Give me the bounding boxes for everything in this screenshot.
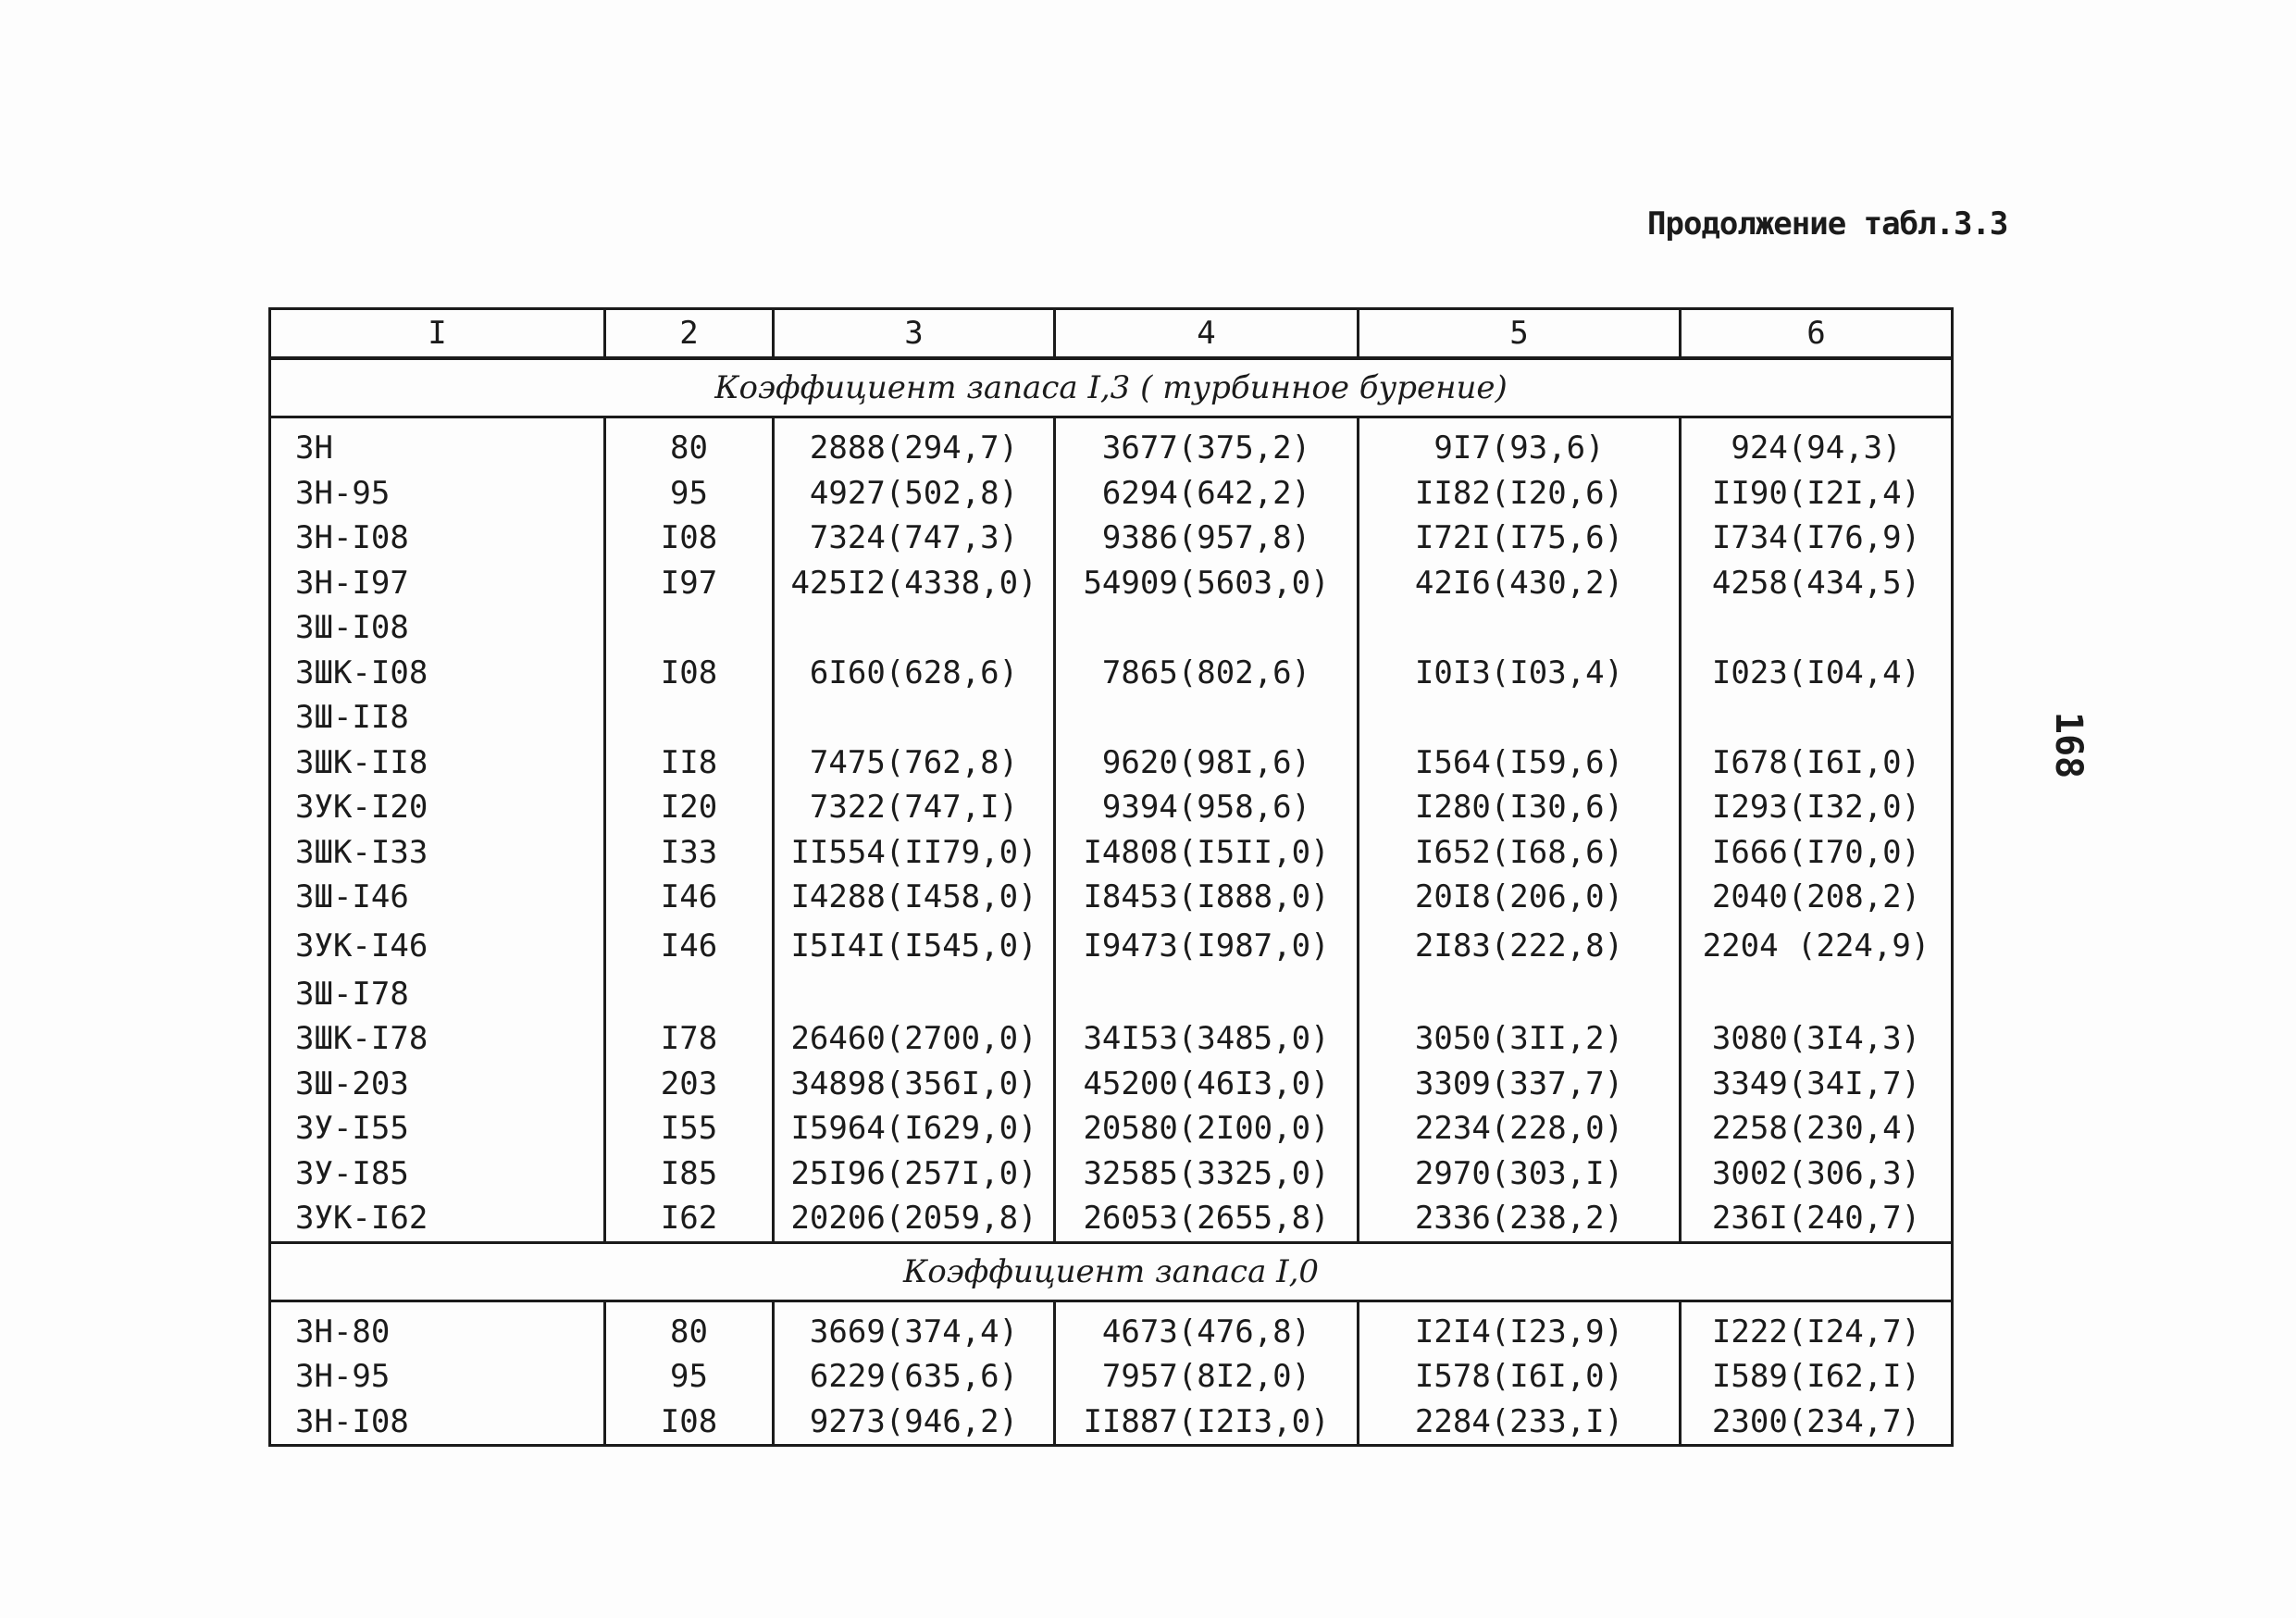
- row-label-cell: 3Ш-I78: [270, 972, 605, 1017]
- table-continuation-label: Продолжение табл.3.3: [1647, 205, 2008, 243]
- table-row: [270, 1151, 1953, 1197]
- table-cell: I023(I04,4): [1681, 651, 1953, 696]
- section-header-row: [270, 358, 1953, 417]
- table-cell: I280(I30,6): [1359, 785, 1681, 830]
- table-cell: I0I3(I03,4): [1359, 651, 1681, 696]
- table-cell: 3080(3I4,3): [1681, 1016, 1953, 1062]
- table-row: [270, 1301, 1953, 1354]
- table-cell: 2040(208,2): [1681, 875, 1953, 920]
- table-cell: I20: [605, 785, 774, 830]
- table-row: [270, 741, 1953, 786]
- table-cell: I293(I32,0): [1681, 785, 1953, 830]
- table-cell: 25I96(257I,0): [774, 1151, 1055, 1197]
- row-label-cell: 3Н-95: [270, 1354, 605, 1400]
- row-label-cell: 3ШК-I33: [270, 830, 605, 876]
- table-cell: 20206(2059,8): [774, 1196, 1055, 1242]
- column-header: I: [270, 309, 605, 359]
- table-cell: I46: [605, 875, 774, 920]
- table-cell: 7324(747,3): [774, 516, 1055, 561]
- table-row: [270, 1062, 1953, 1107]
- row-label-cell: 3Н-80: [270, 1301, 605, 1354]
- table-cell: 42I6(430,2): [1359, 561, 1681, 606]
- table-cell: I72I(I75,6): [1359, 516, 1681, 561]
- table-cell: [1681, 695, 1953, 741]
- column-header: 2: [605, 309, 774, 359]
- table-cell: 6229(635,6): [774, 1354, 1055, 1400]
- table-cell: [1055, 695, 1359, 741]
- table-body: [270, 358, 1953, 1446]
- data-table: [268, 307, 1954, 1447]
- table-cell: 9386(957,8): [1055, 516, 1359, 561]
- table-cell: 9I7(93,6): [1359, 417, 1681, 471]
- table-cell: 2336(238,2): [1359, 1196, 1681, 1242]
- table-cell: 4927(502,8): [774, 471, 1055, 517]
- table-cell: [1681, 972, 1953, 1017]
- table-cell: 2234(228,0): [1359, 1106, 1681, 1151]
- table-cell: 924(94,3): [1681, 417, 1953, 471]
- column-header: 3: [774, 309, 1055, 359]
- table-cell: 26460(2700,0): [774, 1016, 1055, 1062]
- row-label-cell: 3Ш-203: [270, 1062, 605, 1107]
- row-label-cell: 3УК-I46: [270, 920, 605, 972]
- table-cell: 7322(747,I): [774, 785, 1055, 830]
- table-cell: 7475(762,8): [774, 741, 1055, 786]
- table-cell: 9394(958,6): [1055, 785, 1359, 830]
- table-cell: I2I4(I23,9): [1359, 1301, 1681, 1354]
- table-cell: 3309(337,7): [1359, 1062, 1681, 1107]
- table-cell: [1359, 695, 1681, 741]
- row-label-cell: 3УК-I20: [270, 785, 605, 830]
- table-cell: I652(I68,6): [1359, 830, 1681, 876]
- table-cell: 34I53(3485,0): [1055, 1016, 1359, 1062]
- column-header: 4: [1055, 309, 1359, 359]
- column-header: 6: [1681, 309, 1953, 359]
- row-label-cell: 3Н-95: [270, 471, 605, 517]
- table-cell: I589(I62,I): [1681, 1354, 1953, 1400]
- table-row: [270, 561, 1953, 606]
- table-cell: II82(I20,6): [1359, 471, 1681, 517]
- page-number: 168: [2047, 711, 2090, 779]
- table-cell: 425I2(4338,0): [774, 561, 1055, 606]
- table-cell: I33: [605, 830, 774, 876]
- table-cell: 54909(5603,0): [1055, 561, 1359, 606]
- section-title: Коэффициент запаса I,0: [270, 1242, 1953, 1301]
- table-row: [270, 920, 1953, 972]
- table-cell: [1359, 605, 1681, 651]
- table-cell: 203: [605, 1062, 774, 1107]
- table-cell: [774, 605, 1055, 651]
- row-label-cell: 3Н: [270, 417, 605, 471]
- table-cell: 2I83(222,8): [1359, 920, 1681, 972]
- table-cell: II90(I2I,4): [1681, 471, 1953, 517]
- table-cell: I4288(I458,0): [774, 875, 1055, 920]
- table-row: [270, 516, 1953, 561]
- table-cell: 95: [605, 471, 774, 517]
- table-cell: I62: [605, 1196, 774, 1242]
- table-cell: I5I4I(I545,0): [774, 920, 1055, 972]
- section-title: Коэффициент запаса I,3 ( турбинное бурение): [270, 358, 1953, 417]
- table-cell: [1055, 605, 1359, 651]
- table-cell: I678(I6I,0): [1681, 741, 1953, 786]
- row-label-cell: 3ШК-I08: [270, 651, 605, 696]
- table-row: [270, 417, 1953, 471]
- table-row: [270, 1106, 1953, 1151]
- table-cell: 4258(434,5): [1681, 561, 1953, 606]
- table-cell: 45200(46I3,0): [1055, 1062, 1359, 1107]
- row-label-cell: 3У-I55: [270, 1106, 605, 1151]
- table-cell: 34898(356I,0): [774, 1062, 1055, 1107]
- table-row: [270, 471, 1953, 517]
- table-cell: 6294(642,2): [1055, 471, 1359, 517]
- table-cell: I8453(I888,0): [1055, 875, 1359, 920]
- table-row: [270, 1400, 1953, 1446]
- row-label-cell: 3ШК-II8: [270, 741, 605, 786]
- table-cell: I4808(I5II,0): [1055, 830, 1359, 876]
- row-label-cell: 3Н-I97: [270, 561, 605, 606]
- table-cell: 3002(306,3): [1681, 1151, 1953, 1197]
- table-cell: [1681, 605, 1953, 651]
- table-row: [270, 875, 1953, 920]
- table-cell: I578(I6I,0): [1359, 1354, 1681, 1400]
- table-cell: 26053(2655,8): [1055, 1196, 1359, 1242]
- row-label-cell: 3ШК-I78: [270, 1016, 605, 1062]
- table-cell: 80: [605, 1301, 774, 1354]
- table-row: [270, 651, 1953, 696]
- table-cell: I5964(I629,0): [774, 1106, 1055, 1151]
- table-cell: 80: [605, 417, 774, 471]
- table-cell: 4673(476,8): [1055, 1301, 1359, 1354]
- row-label-cell: 3У-I85: [270, 1151, 605, 1197]
- table-cell: [1055, 972, 1359, 1017]
- table-cell: I08: [605, 1400, 774, 1446]
- table-cell: II887(I2I3,0): [1055, 1400, 1359, 1446]
- table-cell: II8: [605, 741, 774, 786]
- table-cell: II554(II79,0): [774, 830, 1055, 876]
- table-cell: [1359, 972, 1681, 1017]
- table-cell: 9620(98I,6): [1055, 741, 1359, 786]
- row-label-cell: 3Н-I08: [270, 516, 605, 561]
- row-label-cell: 3Ш-I46: [270, 875, 605, 920]
- row-label-cell: 3УК-I62: [270, 1196, 605, 1242]
- table-cell: 3050(3II,2): [1359, 1016, 1681, 1062]
- table-cell: [605, 695, 774, 741]
- table-row: [270, 830, 1953, 876]
- table-cell: 3669(374,4): [774, 1301, 1055, 1354]
- table-cell: [605, 972, 774, 1017]
- table-cell: 3349(34I,7): [1681, 1062, 1953, 1107]
- table-cell: I564(I59,6): [1359, 741, 1681, 786]
- table-cell: [774, 972, 1055, 1017]
- table-cell: 7865(802,6): [1055, 651, 1359, 696]
- table-row: [270, 1354, 1953, 1400]
- table-cell: 20I8(206,0): [1359, 875, 1681, 920]
- table-cell: 6I60(628,6): [774, 651, 1055, 696]
- table-cell: 2204 (224,9): [1681, 920, 1953, 972]
- table-cell: 3677(375,2): [1055, 417, 1359, 471]
- table-cell: 2888(294,7): [774, 417, 1055, 471]
- table-row: [270, 695, 1953, 741]
- table-cell: [605, 605, 774, 651]
- table-cell: 95: [605, 1354, 774, 1400]
- table-cell: I08: [605, 651, 774, 696]
- column-header: 5: [1359, 309, 1681, 359]
- row-label-cell: 3Ш-I08: [270, 605, 605, 651]
- table-cell: 9273(946,2): [774, 1400, 1055, 1446]
- table-cell: 2284(233,I): [1359, 1400, 1681, 1446]
- table-cell: I55: [605, 1106, 774, 1151]
- row-label-cell: 3Н-I08: [270, 1400, 605, 1446]
- table-cell: [774, 695, 1055, 741]
- table-cell: 2970(303,I): [1359, 1151, 1681, 1197]
- section-header-row: [270, 1242, 1953, 1301]
- table-cell: 2258(230,4): [1681, 1106, 1953, 1151]
- table-row: [270, 1016, 1953, 1062]
- table-cell: I08: [605, 516, 774, 561]
- table-row: [270, 605, 1953, 651]
- table-cell: I85: [605, 1151, 774, 1197]
- table-row: [270, 1196, 1953, 1242]
- table-cell: I222(I24,7): [1681, 1301, 1953, 1354]
- table-cell: I9473(I987,0): [1055, 920, 1359, 972]
- table-cell: 2300(234,7): [1681, 1400, 1953, 1446]
- row-label-cell: 3Ш-II8: [270, 695, 605, 741]
- table-header: [270, 309, 1953, 359]
- table-cell: 20580(2I00,0): [1055, 1106, 1359, 1151]
- table-row: [270, 972, 1953, 1017]
- table-cell: I46: [605, 920, 774, 972]
- table-cell: I78: [605, 1016, 774, 1062]
- table-cell: I666(I70,0): [1681, 830, 1953, 876]
- table-cell: I97: [605, 561, 774, 606]
- table-row: [270, 785, 1953, 830]
- table-cell: 7957(8I2,0): [1055, 1354, 1359, 1400]
- table-cell: 32585(3325,0): [1055, 1151, 1359, 1197]
- table-cell: 236I(240,7): [1681, 1196, 1953, 1242]
- table-cell: I734(I76,9): [1681, 516, 1953, 561]
